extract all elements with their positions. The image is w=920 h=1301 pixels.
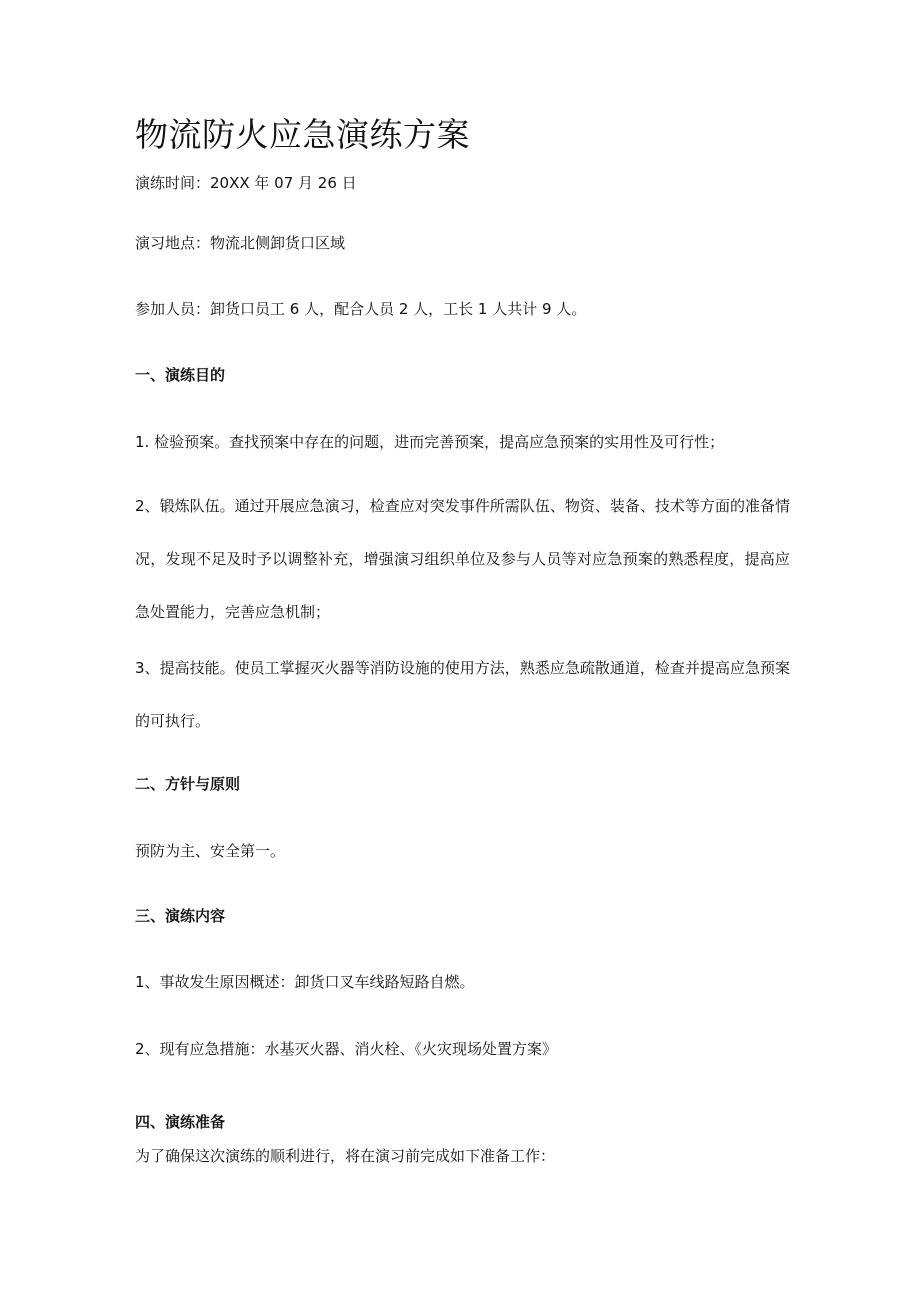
- participants: 参加人员：卸货口员工 6 人，配合人员 2 人，工长 1 人共计 9 人。: [135, 300, 587, 318]
- drill-time: 演练时间：20XX 年 07 月 26 日: [135, 174, 357, 192]
- document-title: 物流防火应急演练方案: [135, 115, 470, 154]
- purpose-item-3: 3、提高技能。使员工掌握灭火器等消防设施的使用方法，熟悉应急疏散通道，检查并提高应急预案的可执行。: [135, 659, 790, 730]
- content-item-1: 1、事故发生原因概述：卸货口叉车线路短路自燃。: [135, 973, 475, 991]
- section-heading-preparation: 四、演练准备: [135, 1113, 226, 1131]
- section-heading-purpose: 一、演练目的: [135, 366, 226, 384]
- preparation-text: 为了确保这次演练的顺利进行，将在演习前完成如下准备工作：: [135, 1147, 556, 1165]
- section-heading-principle: 二、方针与原则: [135, 775, 241, 793]
- content-item-2: 2、现有应急措施：水基灭火器、消火栓、《火灾现场处置方案》: [135, 1040, 558, 1058]
- principle-text: 预防为主、安全第一。: [135, 842, 286, 860]
- purpose-item-1: 1. 检验预案。查找预案中存在的问题，进而完善预案，提高应急预案的实用性及可行性；: [135, 433, 725, 451]
- section-heading-content: 三、演练内容: [135, 907, 226, 925]
- drill-location: 演习地点：物流北侧卸货口区域: [135, 234, 346, 252]
- purpose-item-2: 2、锻炼队伍。通过开展应急演习，检查应对突发事件所需队伍、物资、装备、技术等方面的准备情况，发现不足及时予以调整补充，增强演习组织单位及参与人员等对应急预案的熟悉程度，提高应急处置能力，完善应急机制；: [135, 497, 790, 621]
